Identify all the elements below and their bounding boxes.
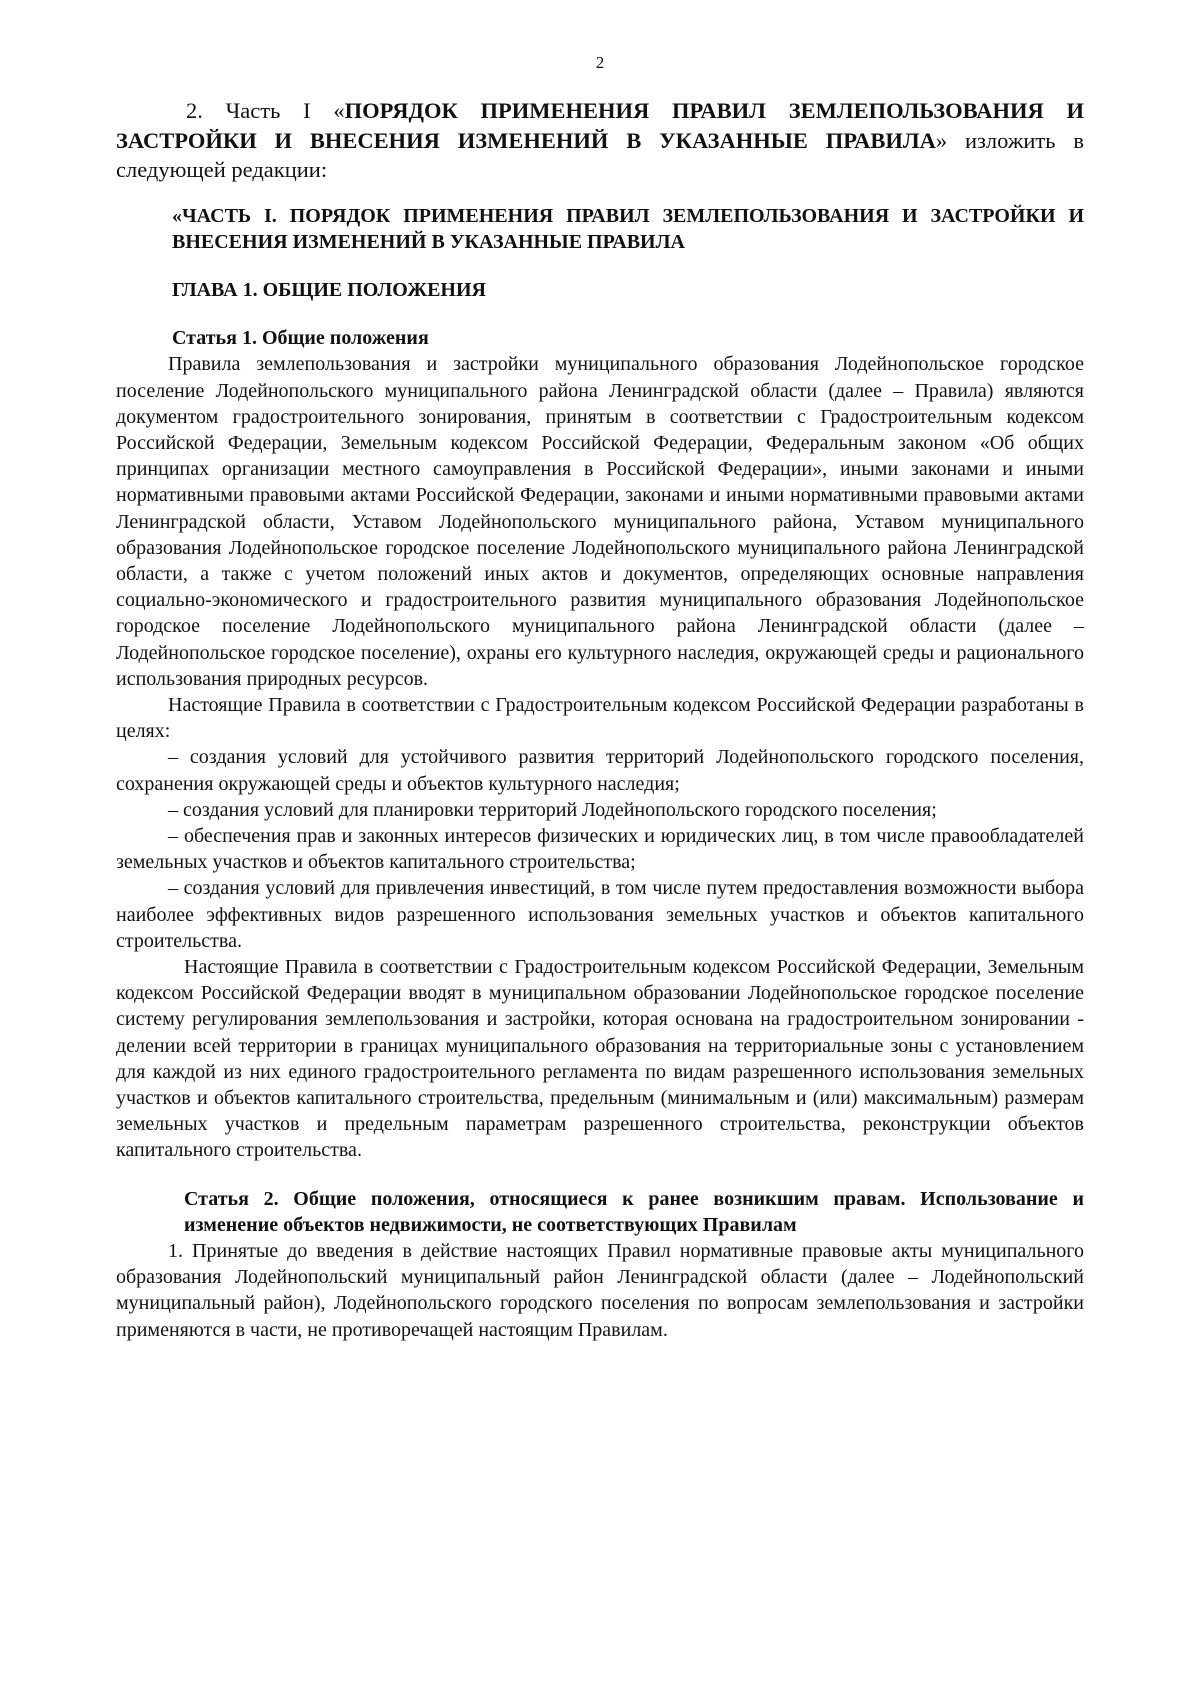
goal-item: – создания условий для планировки территорий Лодейнопольского городского поселения;	[168, 798, 937, 821]
article-1	[116, 325, 1084, 1164]
page-number: 2	[595, 53, 605, 72]
article-1-closing-paragraph: Настоящие Правила в соответствии с Градостроительным кодексом Российской Федерации, Земельным кодексом Российской Федерации вводят в муниципальном образовании Лодейнопольское городское поселение систему регулирования землепользования и застройки, которая основана на градостроительном зонировании - делении всей территории в границах муниципального образования на территориальные зоны с установлением для каждой из них единого градостроительного регламента по видам разрешенного использования земельных участков и объектов капитального строительства, предельным (минимальным и (или) максимальным) размерам земельных участков и предельным параметрам разрешенного строительства, реконструкции объектов капитального строительства.	[116, 955, 1084, 1162]
instruction-prefix: 2. Часть I «	[186, 98, 345, 123]
article-2-paragraph-1: 1. Принятые до введения в действие настоящих Правил нормативные правовые акты муниципального образования Лодейнопольский муниципальный район Ленинградской области (далее – Лодейнопольский муниципальный район), Лодейнопольского городского поселения по вопросам землепользования и застройки применяются в части, не противоречащей настоящим Правилам.	[116, 1240, 1084, 1341]
goal-item: – создания условий для привлечения инвестиций, в том числе путем предоставления возможности выбора наиболее эффективных видов разрешенного использования земельных участков и объектов капитального строительства.	[116, 877, 1084, 952]
article-1-goals-intro: Настоящие Правила в соответствии с Градостроительным кодексом Российской Федерации разработаны в целях:	[116, 693, 1084, 743]
part-title: «ЧАСТЬ I. ПОРЯДОК ПРИМЕНЕНИЯ ПРАВИЛ ЗЕМЛЕПОЛЬЗОВАНИЯ И ЗАСТРОЙКИ И ВНЕСЕНИЯ ИЗМЕНЕНИЙ В УКАЗАННЫЕ ПРАВИЛА	[172, 204, 1084, 253]
goals-list	[116, 744, 1084, 954]
article-2-title: Статья 2. Общие положения, относящиеся к ранее возникшим правам. Использование и изменение объектов недвижимости, не соответствующих Правилам	[184, 1187, 1084, 1236]
article-2	[116, 1186, 1084, 1343]
goal-item: – обеспечения прав и законных интересов физических и юридических лиц, в том числе правообладателей земельных участков и объектов капитального строительства;	[116, 824, 1084, 874]
amendment-instruction	[116, 96, 1084, 185]
article-1-paragraph-1: Правила землепользования и застройки муниципального образования Лодейнопольское городское поселение Лодейнопольского муниципального района Ленинградской области (далее – Правила) являются документом градостроительного зонирования, принятым в соответствии с Градостроительным кодексом Российской Федерации, Земельным кодексом Российской Федерации, Федеральным законом «Об общих принципах организации местного самоуправления в Российской Федерации», иными законами и иными нормативными правовыми актами Российской Федерации, законами и иными нормативными правовыми актами Ленинградской области, Уставом Лодейнопольского муниципального района, Уставом муниципального образования Лодейнопольское городское поселение Лодейнопольского муниципального района Ленинградской области, а также с учетом положений иных актов и документов, определяющих основные направления социально-экономического и градостроительного развития муниципального образования Лодейнопольское городское поселение Лодейнопольского муниципального района Ленинградской области (далее – Лодейнопольское городское поселение), охраны его культурного наследия, окружающей среды и рационального использования природных ресурсов.	[116, 353, 1084, 690]
instruction-bold-title: ПОРЯДОК ПРИМЕНЕНИЯ ПРАВИЛ ЗЕМЛЕПОЛЬЗОВАНИЯ И ЗАСТРОЙКИ И ВНЕСЕНИЯ ИЗМЕНЕНИЙ В УКАЗАННЫЕ ПРАВИЛА	[116, 98, 1084, 153]
instruction-suffix: » изложить в следующей редакции:	[116, 127, 1084, 182]
chapter-title: ГЛАВА 1. ОБЩИЕ ПОЛОЖЕНИЯ	[172, 278, 486, 301]
goal-item: – создания условий для устойчивого развития территорий Лодейнопольского городского поселения, сохранения окружающей среды и объектов культурного наследия;	[116, 746, 1084, 795]
article-1-title: Статья 1. Общие положения	[172, 327, 429, 350]
